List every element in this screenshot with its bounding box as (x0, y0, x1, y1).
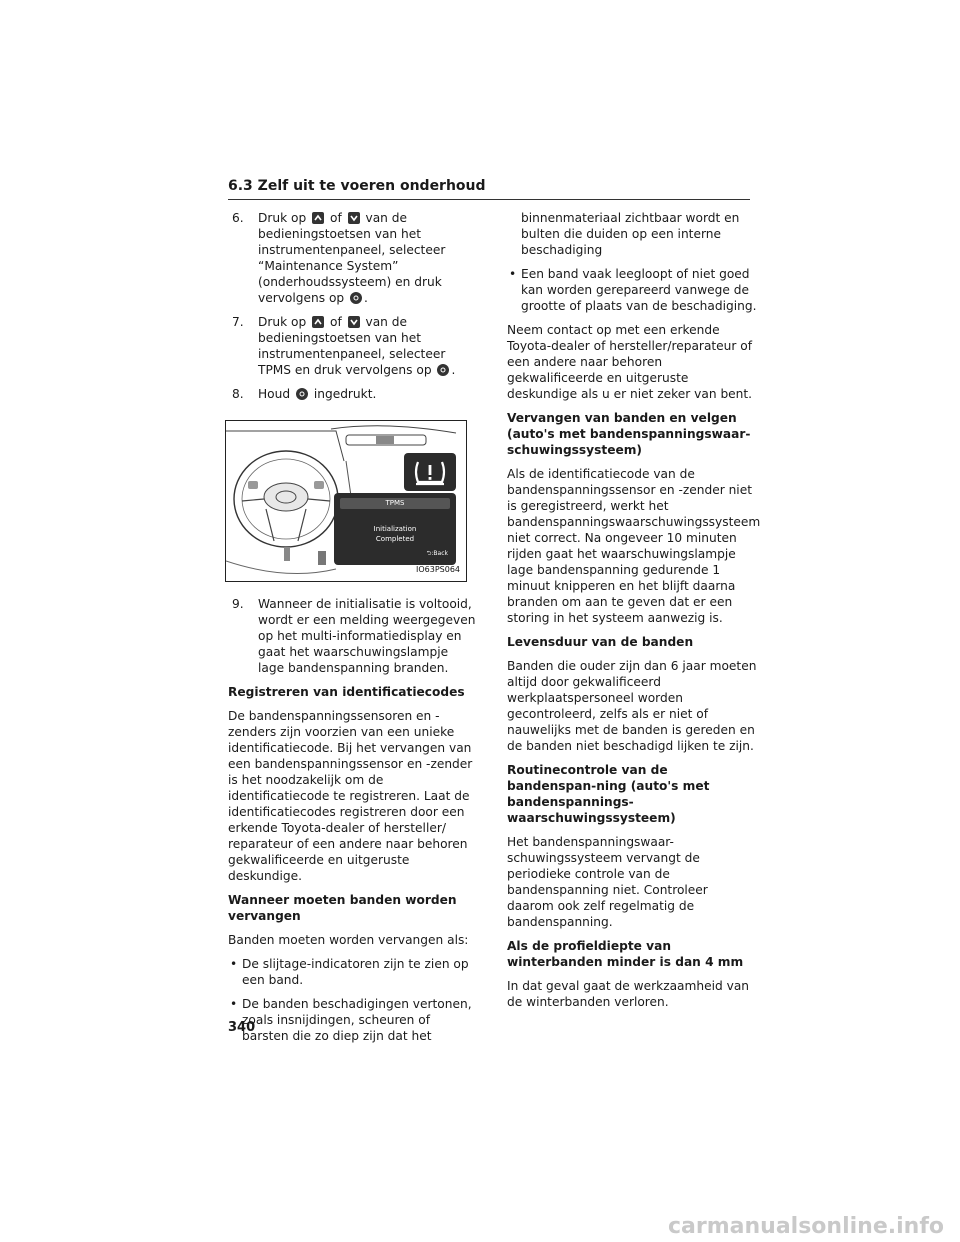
watermark: carmanualsonline.info (668, 1214, 944, 1239)
heading-routine-check: Routinecontrole van de bandenspan-ning (auto's met bandenspannings-waarschuwingssysteem) (507, 763, 710, 825)
ok-button-icon (350, 292, 362, 304)
paragraph-replace-tires-wheels: Als de identificatiecode van de bandenspanningssensor en -zender niet is geregistreerd, werkt het bandenspanningswaarschuwingssysteem niet correct. Na ongeveer 10 minuten rijden gaat het waarschuwingslampje lage bandenspanning gedurende 1 minuut knipperen en het blijft daarna branden om aan te geven dat er een storing in het systeem aanwezig is. (507, 467, 761, 625)
heading-tire-life: Levensduur van de banden (507, 635, 694, 649)
step-text: van de bedieningstoetsen van het instrumentenpaneel, selecteer “Maintenance System” (onderhoudssysteem) en druk vervolgens op (258, 211, 446, 305)
list-item (228, 956, 478, 988)
paragraph-register-codes: De bandenspanningssensoren en -zenders zijn voorzien van een unieke identificatiecode. Bij het vervangen van een bandenspanningssensor en -zender is het noodzakelijk om de identificatiecode te registreren. Laat de identificatiecodes registreren door een erkende Toyota-dealer of hersteller/ reparateur of een andere naar behoren gekwalificeerde en uitgeruste deskundige. (228, 709, 473, 883)
left-column (228, 210, 478, 1044)
step-7 (228, 314, 478, 378)
ok-button-icon (296, 388, 308, 400)
bullet-text: De banden beschadigingen vertonen, zoals insnijdingen, scheuren of barsten die zo diep zijn dat het (242, 997, 472, 1043)
bullet-dot: • (509, 267, 517, 281)
list-item (507, 266, 757, 314)
page-number: 340 (228, 1020, 256, 1035)
step-text: Druk op (258, 211, 307, 225)
step-text: Houd (258, 387, 291, 401)
step-text: . (364, 291, 368, 305)
list-item (228, 996, 478, 1044)
section-title: 6.3 Zelf uit te voeren onderhoud (228, 178, 486, 194)
screen-back-label (427, 546, 448, 562)
tire-pressure-warning-icon (404, 453, 456, 491)
multi-information-display (334, 493, 456, 565)
heading-register-codes: Registreren van identificatiecodes (228, 685, 465, 699)
step-number: 8. (232, 387, 244, 401)
arrow-down-icon (348, 316, 360, 328)
step-text: Wanneer de initialisatie is voltooid, wordt er een melding weergegeven op het multi-informatiedisplay en gaat het waarschuwingslampje lage bandenspanning branden. (258, 597, 476, 675)
paragraph-tire-life: Banden die ouder zijn dan 6 jaar moeten altijd door gekwalificeerd werkplaatspersoneel worden gecontroleerd, zelfs als er niet of nauwelijks met de banden is gereden en de banden niet beschadigd lijken te zijn. (507, 659, 757, 753)
step-number: 9. (232, 597, 244, 611)
paragraph-contact-dealer: Neem contact op met een erkende Toyota-dealer of hersteller/reparateur of een andere naar behoren gekwalificeerde en uitgeruste deskundige als u er niet zeker van bent. (507, 323, 753, 401)
back-arrow-icon: ⮌ (426, 550, 432, 557)
step-text: Druk op (258, 315, 307, 329)
bullet-text: binnenmateriaal zichtbaar wordt en bulten die duiden op een interne beschadiging (521, 211, 740, 257)
bullet-dot: • (230, 957, 238, 971)
bullet-text: De slijtage-indicatoren zijn te zien op een band. (242, 957, 469, 987)
paragraph-winter-tread: In dat geval gaat de werkzaamheid van de winterbanden verloren. (507, 979, 750, 1009)
step-number: 7. (232, 315, 244, 329)
paragraph-when-replace: Banden moeten worden vervangen als: (228, 933, 469, 947)
step-text: . (451, 363, 456, 377)
section-rule (228, 199, 750, 200)
heading-when-replace: Wanneer moeten banden worden vervangen (228, 893, 457, 923)
list-item-continued (507, 210, 757, 258)
screen-line-2: Completed (375, 535, 415, 543)
ok-button-icon (437, 364, 449, 376)
arrow-up-icon (312, 212, 324, 224)
step-9 (228, 596, 478, 676)
screen-line-1: Initialization (373, 525, 417, 533)
paragraph-routine-check: Het bandenspanningswaar-schuwingssysteem vervangt de periodieke controle van de bandenspanning niet. Controleer daarom ook zelf regelmatig de bandenspanning. (507, 835, 708, 929)
step-text: ingedrukt. (313, 387, 377, 401)
dashboard-illustration (225, 420, 467, 582)
heading-winter-tread: Als de profieldiepte van winterbanden minder is dan 4 mm (507, 939, 744, 969)
bullet-dot: • (230, 997, 238, 1011)
arrow-down-icon (348, 212, 360, 224)
tpms-warning-lamp (404, 453, 456, 491)
screen-title: TPMS (340, 498, 450, 509)
step-number: 6. (232, 211, 244, 225)
step-text: van de bedieningstoetsen van het instrumentenpaneel, selecteer TPMS en druk vervolgens op (258, 315, 446, 377)
step-text: of (330, 315, 342, 329)
step-6 (228, 210, 478, 306)
step-8 (228, 386, 478, 402)
bullet-text: Een band vaak leegloopt of niet goed kan worden gerepareerd vanwege de grootte of plaats van de beschadiging. (521, 267, 757, 313)
arrow-up-icon (312, 316, 324, 328)
right-column (507, 210, 761, 1018)
heading-replace-tires-wheels: Vervangen van banden en velgen (auto's met bandenspanningswaar-schuwingssysteem) (507, 411, 751, 457)
figure-code: IO63PS064 (415, 565, 460, 574)
screen-back-text: :Back (431, 550, 448, 557)
step-text: of (330, 211, 342, 225)
